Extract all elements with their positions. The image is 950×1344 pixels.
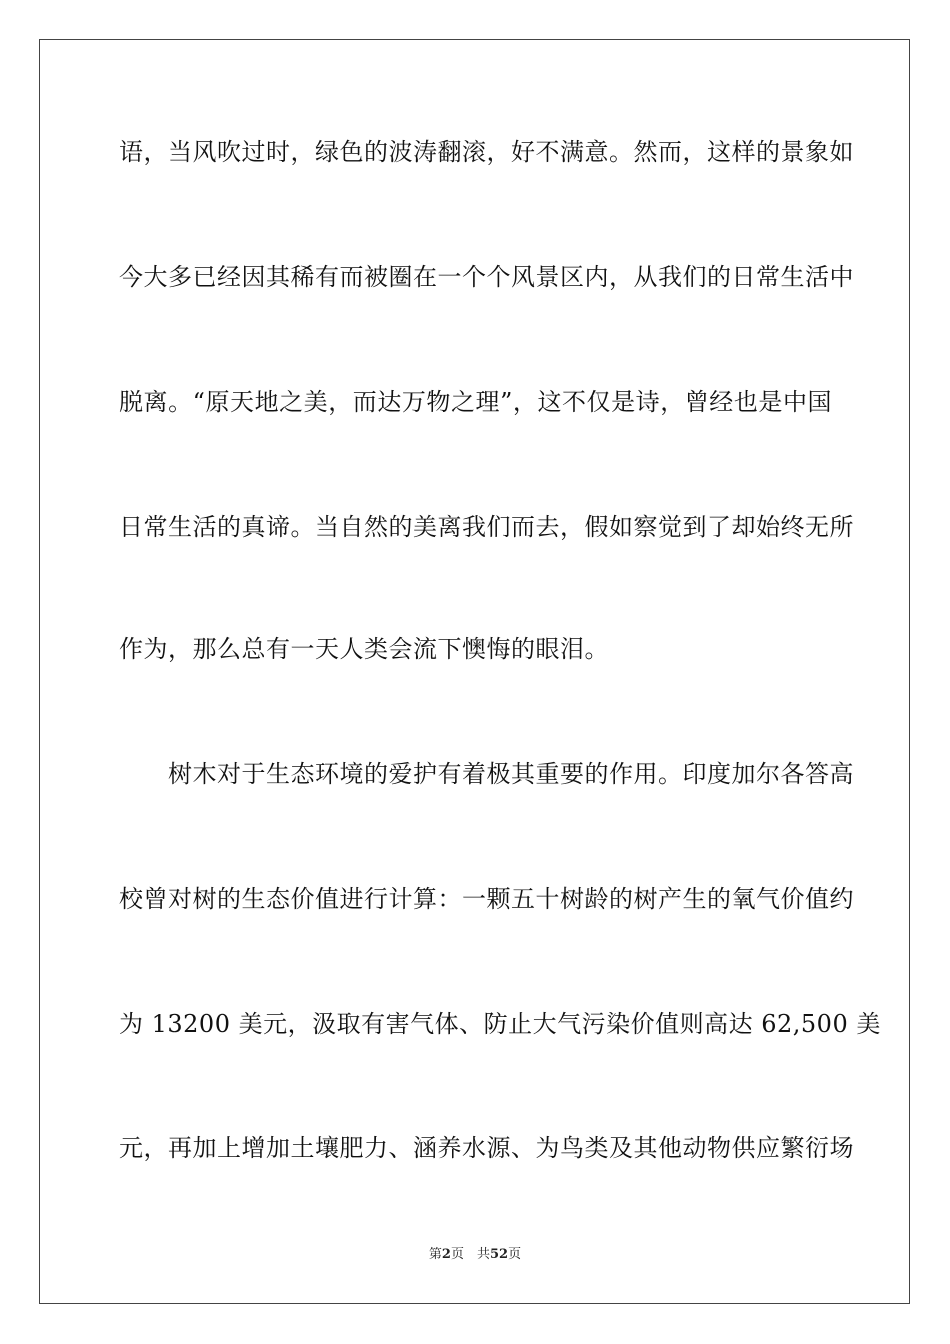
- text-line: 校曾对树的生态价值进行计算：一颗五十树龄的树产生的氧气价值约: [119, 885, 854, 913]
- text-line: 脱离。“原天地之美，而达万物之理”，这不仅是诗，曾经也是中国: [119, 388, 832, 416]
- page-suffix: 页: [508, 1247, 522, 1262]
- page-current: 2: [441, 1247, 451, 1262]
- text-line: 今大多已经因其稀有而被圈在一个个风景区内，从我们的日常生活中: [119, 263, 854, 291]
- page-mid: 页 共: [450, 1247, 490, 1262]
- text-line: 树木对于生态环境的爱护有着极其重要的作用。印度加尔各答高: [119, 760, 854, 788]
- text-line: 为 13200 美元，汲取有害气体、防止大气污染价值则高达 62,500 美: [119, 1010, 881, 1038]
- text-line: 日常生活的真谛。当自然的美离我们而去，假如察觉到了却始终无所: [119, 513, 854, 541]
- text-line: 元，再加上增加土壤肥力、涵养水源、为鸟类及其他动物供应繁衍场: [119, 1134, 854, 1162]
- page-total: 52: [489, 1247, 509, 1262]
- page-border: [39, 39, 910, 1304]
- text-line: 作为，那么总有一天人类会流下懊悔的眼泪。: [119, 635, 609, 663]
- page-prefix: 第: [428, 1247, 442, 1262]
- text-line: 语，当风吹过时，绿色的波涛翻滚，好不满意。然而，这样的景象如: [119, 138, 854, 166]
- page-footer: [0, 1246, 950, 1264]
